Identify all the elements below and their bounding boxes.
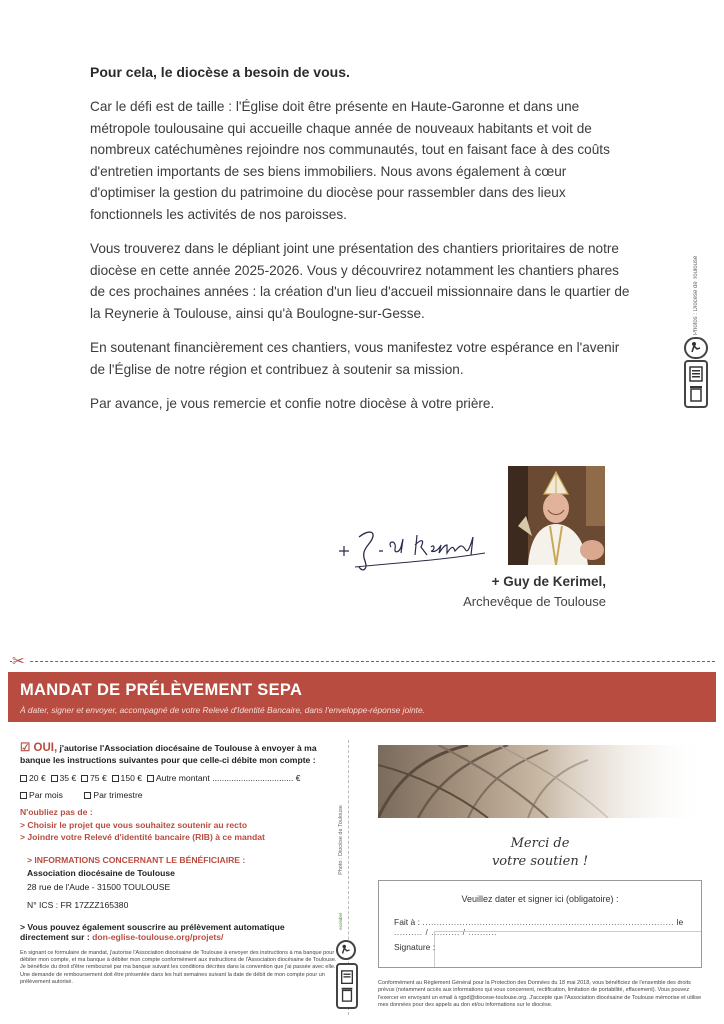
frequency-checkbox-monthly[interactable]: Par mois <box>20 790 63 800</box>
letter-paragraph: En soutenant financièrement ces chantiers, vous manifestez votre espérance en l'avenir de l'Église de notre région et contribuez à soutenir sa mission. <box>90 340 620 377</box>
oui-label: OUI, <box>33 742 58 754</box>
recycling-logo-icon <box>684 337 708 359</box>
remember-item: > Choisir le projet que vous souhaitez soutenir au recto <box>20 820 248 830</box>
subscribe-link[interactable]: don-eglise-toulouse.org/projets/ <box>92 932 224 942</box>
mandate-fine-print: En signant ce formulaire de mandat, j'autorise l'Association diocésaine de Toulouse à envoyer des instructions à ma banque pour débiter mon compte, et ma banque à débiter mon compte conformément aux instructions de l'Association diocésaine de Toulouse. Je bénéficie du droit d'être remboursé par ma banque suivant les conditions décrites dans la convention que j'ai passée avec elle. Une demande de remboursement doit être présentée dans les huit semaines suivant la date de débit de mon compte pour un prélèvement autorisé. <box>20 950 337 985</box>
authorization-line <box>20 742 332 766</box>
signer-block <box>463 574 606 609</box>
amount-checkbox-other[interactable]: Autre montant <box>147 773 210 783</box>
subscribe-text <box>20 922 332 942</box>
mandate-subtitle: À dater, signer et envoyer, accompagné de votre Relevé d'Identité Bancaire, dans l'enveloppe-réponse jointe. <box>20 705 425 715</box>
oui-checkbox[interactable]: ☑ OUI, <box>20 742 58 754</box>
mandate-banner <box>8 672 716 722</box>
mandate-title: MANDAT DE PRÉLÈVEMENT SEPA <box>20 681 303 699</box>
currency-label: € <box>295 773 301 783</box>
signer-role: Archevêque de Toulouse <box>463 594 606 609</box>
mandate-form <box>20 742 337 986</box>
amount-checkbox-35[interactable]: 35 € <box>51 773 77 783</box>
authorize-text: j'autorise l'Association diocésaine de Toulouse à envoyer à ma banque les instructions suivantes pour que celle-ci débite mon compte : <box>20 743 317 765</box>
photo-credit-side: Photos : Diocèse de Toulouse <box>693 255 699 335</box>
subscribe-label: > Vous pouvez également souscrire au prélèvement automatique directement sur : <box>20 922 285 942</box>
photo-credit-vault: Photo : Diocèse de Toulouse <box>338 805 344 875</box>
ics-number: N° ICS : FR 17ZZZ165380 <box>27 900 129 910</box>
thank-you-line: Merci de <box>510 836 570 851</box>
recycling-logo-icon <box>336 940 356 960</box>
amount-checkbox-20[interactable]: 20 € <box>20 773 46 783</box>
remember-label: N'oubliez pas de : <box>20 807 93 817</box>
date-field[interactable]: .......... / .......... / .......... <box>394 927 498 937</box>
amount-checkbox-150[interactable]: 150 € <box>112 773 143 783</box>
sorting-info-icon <box>684 360 708 408</box>
rgpd-notice: Conformément au Règlement Général pour la Protection des Données du 18 mai 2018, vous bénéficiez de l'ensemble des droits prévus (notamment accès aux informations qui vous concernent, rectification, limitation de portabilité, effacement). Vous pouvez l'exercer en envoyant un email à rgpd@diocese-toulouse.org. J'accepte que l'Association diocésaine de Toulouse mémorise et utilise mes données pour des appels au don et/ou informations sur le diocèse. <box>378 980 702 1008</box>
ecolabel-credit: ecolabel <box>338 913 343 930</box>
sorting-info-icon <box>336 963 358 1009</box>
remember-item: > Joindre votre Relevé d'identité bancaire (RIB) à ce mandat <box>20 832 265 842</box>
other-amount-field[interactable]: .................................. <box>212 773 294 783</box>
sign-prompt: Veuillez dater et signer ici (obligatoire) : <box>461 894 619 904</box>
date-label: le <box>676 917 684 927</box>
signature-area-border <box>434 931 701 932</box>
place-dots: ........................................................................................ <box>422 917 675 927</box>
signer-name: + Guy de Kerimel, <box>491 574 606 589</box>
letter-heading: Pour cela, le diocèse a besoin de vous. <box>90 64 350 80</box>
beneficiary-name: Association diocésaine de Toulouse <box>27 868 175 878</box>
place-field[interactable] <box>394 917 701 937</box>
frequency-checkbox-quarterly[interactable]: Par trimestre <box>84 790 142 800</box>
letter-paragraph: Car le défi est de taille : l'Église doit être présente en Haute-Garonne et dans une métropole toulousaine qui accueille chaque année de nouveaux habitants et voit de nombreux catéchumènes rejoindre nos communautés, tout en faisant face à des coûts d'entretien importants de ses biens immobiliers. Nous avons également à cœur d'optimiser la gestion du patrimoine du diocèse pour rassembler dans des lieux fonctionnels les activités de nos paroisses. <box>90 99 610 222</box>
scissors-icon: ✂ <box>12 652 28 670</box>
letter-paragraph: Vous trouverez dans le dépliant joint une présentation des chantiers prioritaires de notre diocèse en cette année 2025-2026. Vous y découvrirez notamment les chantiers phares de ces prochaines années : la création d'un lieu d'accueil missionnaire dans le quartier de la Reynerie à Toulouse, ainsi qu'à Boulogne-sur-Gesse. <box>90 241 630 321</box>
frequency-options <box>20 790 332 800</box>
thank-you-line: votre soutien ! <box>491 854 589 869</box>
cathedral-vault-photo <box>378 745 703 818</box>
handwritten-signature <box>335 517 495 582</box>
beneficiary-address: 28 rue de l'Aude - 31500 TOULOUSE <box>27 882 171 892</box>
amount-checkbox-75[interactable]: 75 € <box>81 773 107 783</box>
signature-label[interactable]: Signature : <box>394 942 436 952</box>
thank-you-message <box>460 835 620 871</box>
letter-paragraph: Par avance, je vous remercie et confie notre diocèse à votre prière. <box>90 396 495 411</box>
signature-box <box>378 880 702 968</box>
amount-options <box>20 773 332 783</box>
letter-body <box>90 64 630 428</box>
cut-line <box>10 661 715 662</box>
archbishop-photo <box>508 466 605 565</box>
place-label: Fait à : <box>394 917 420 927</box>
beneficiary-label: > INFORMATIONS CONCERNANT LE BÉNÉFICIAIRE : <box>27 855 246 865</box>
